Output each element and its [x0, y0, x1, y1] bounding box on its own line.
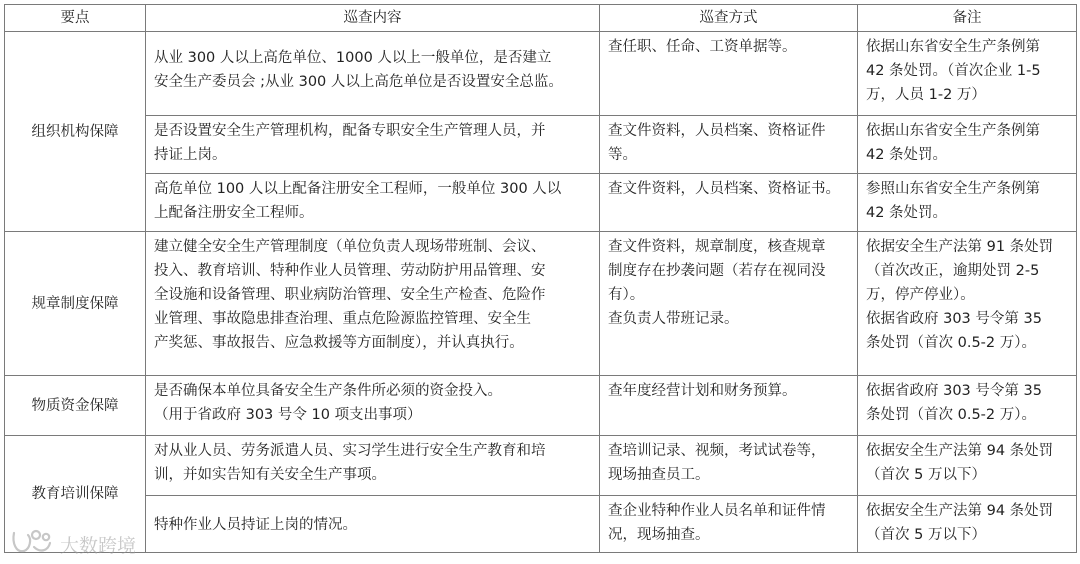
table-row	[5, 376, 1077, 436]
note-line: 42 条处罚。	[866, 147, 948, 163]
content-cell	[146, 496, 600, 553]
note-line: 依据山东省安全生产条例第	[866, 123, 1040, 139]
content-line: 投入、教育培训、特种作业人员管理、劳动防护用品管理、安	[154, 263, 546, 279]
table-row	[5, 174, 1077, 232]
content-line: 产奖惩、事故报告、应急救援等方面制度），并认真执行。	[154, 335, 524, 351]
note-line: 条处罚（首次 0.5-2 万）。	[866, 335, 1036, 351]
content-line: 是否确保本单位具备安全生产条件所必须的资金投入。	[154, 383, 502, 399]
method-line: 查负责人带班记录。	[608, 311, 739, 327]
method-line: 况，现场抽查。	[608, 527, 710, 543]
content-cell	[146, 174, 600, 232]
content-cell	[146, 376, 600, 436]
table-row	[5, 496, 1077, 553]
note-line: 依据安全生产法第 91 条处罚	[866, 239, 1054, 255]
content-line: 持证上岗。	[154, 147, 227, 163]
table-row	[5, 232, 1077, 376]
note-line: 参照山东省安全生产条例第	[866, 181, 1040, 197]
content-line: （用于省政府 303 号令 10 项支出事项）	[154, 407, 422, 423]
watermark-text: 大数跨境	[60, 535, 137, 557]
method-line: 查任职、任命、工资单据等。	[608, 39, 797, 55]
method-line: 等。	[608, 147, 637, 163]
watermark	[10, 527, 136, 562]
note-line: （首次 5 万以下）	[866, 467, 986, 483]
note-line: 万，人员 1-2 万）	[866, 87, 986, 103]
table-row	[5, 116, 1077, 174]
method-line: 查企业特种作业人员名单和证件情	[608, 503, 826, 519]
content-line: 对从业人员、劳务派遣人员、实习学生进行安全生产教育和培	[154, 443, 546, 459]
method-line: 查年度经营计划和财务预算。	[608, 383, 797, 399]
content-cell	[146, 436, 600, 496]
note-cell	[858, 496, 1077, 553]
content-line: 建立健全安全生产管理制度（单位负责人现场带班制、会议、	[154, 239, 546, 255]
content-line: 从业 300 人以上高危单位、1000 人以上一般单位，是否建立	[154, 50, 552, 66]
method-line: 查文件资料，人员档案、资格证书。	[608, 181, 840, 197]
note-line: 42 条处罚。	[866, 205, 948, 221]
content-cell	[146, 232, 600, 376]
note-line: 依据省政府 303 号令第 35	[866, 383, 1042, 399]
category-rules: 规章制度保障	[5, 232, 146, 376]
content-line: 安全生产委员会 ;从业 300 人以上高危单位是否设置安全总监。	[154, 74, 563, 90]
table-row	[5, 436, 1077, 496]
method-cell	[600, 376, 858, 436]
content-cell	[146, 116, 600, 174]
content-line: 上配备注册安全工程师。	[154, 205, 314, 221]
note-cell	[858, 32, 1077, 116]
content-line: 高危单位 100 人以上配备注册安全工程师，一般单位 300 人以	[154, 181, 562, 197]
method-line: 查文件资料，规章制度，核查规章	[608, 239, 826, 255]
method-line: 有）。	[608, 287, 645, 303]
header-key-points: 要点	[5, 5, 146, 32]
header-remarks: 备注	[858, 5, 1077, 32]
note-cell	[858, 116, 1077, 174]
method-cell	[600, 496, 858, 553]
note-line: （首次改正，逾期处罚 2-5	[866, 263, 1040, 279]
note-cell	[858, 376, 1077, 436]
method-cell	[600, 174, 858, 232]
method-line: 制度存在抄袭问题（若存在视同没	[608, 263, 826, 279]
note-line: 依据安全生产法第 94 条处罚	[866, 443, 1054, 459]
content-line: 业管理、事故隐患排查治理、重点危险源监控管理、安全生	[154, 311, 531, 327]
table-row	[5, 32, 1077, 116]
watermark-logo-icon	[10, 527, 54, 562]
content-line: 全设施和设备管理、职业病防治管理、安全生产检查、危险作	[154, 287, 546, 303]
category-training: 教育培训保障	[5, 436, 146, 553]
note-line: 42 条处罚。（首次企业 1-5	[866, 63, 1041, 79]
content-cell	[146, 32, 600, 116]
method-line: 查文件资料，人员档案、资格证件	[608, 123, 826, 139]
inspection-table	[4, 4, 1077, 553]
note-line: 依据安全生产法第 94 条处罚	[866, 503, 1054, 519]
note-cell	[858, 174, 1077, 232]
header-row	[5, 5, 1077, 32]
header-inspection-method: 巡查方式	[600, 5, 858, 32]
note-line: 万，停产停业）。	[866, 287, 975, 303]
method-cell	[600, 436, 858, 496]
content-line: 特种作业人员持证上岗的情况。	[154, 516, 357, 533]
note-line: （首次 5 万以下）	[866, 527, 986, 543]
category-org: 组织机构保障	[5, 32, 146, 232]
note-line: 条处罚（首次 0.5-2 万）。	[866, 407, 1036, 423]
method-line: 现场抽查员工。	[608, 467, 710, 483]
method-cell	[600, 32, 858, 116]
note-line: 依据省政府 303 号令第 35	[866, 311, 1042, 327]
method-line: 查培训记录、视频，考试试卷等，	[608, 443, 826, 459]
content-line: 是否设置安全生产管理机构，配备专职安全生产管理人员，并	[154, 123, 546, 139]
note-cell	[858, 232, 1077, 376]
note-line: 依据山东省安全生产条例第	[866, 39, 1040, 55]
category-material: 物质资金保障	[5, 376, 146, 436]
header-inspection-content: 巡查内容	[146, 5, 600, 32]
content-line: 训，并如实告知有关安全生产事项。	[154, 467, 386, 483]
method-cell	[600, 116, 858, 174]
method-cell	[600, 232, 858, 376]
note-cell	[858, 436, 1077, 496]
